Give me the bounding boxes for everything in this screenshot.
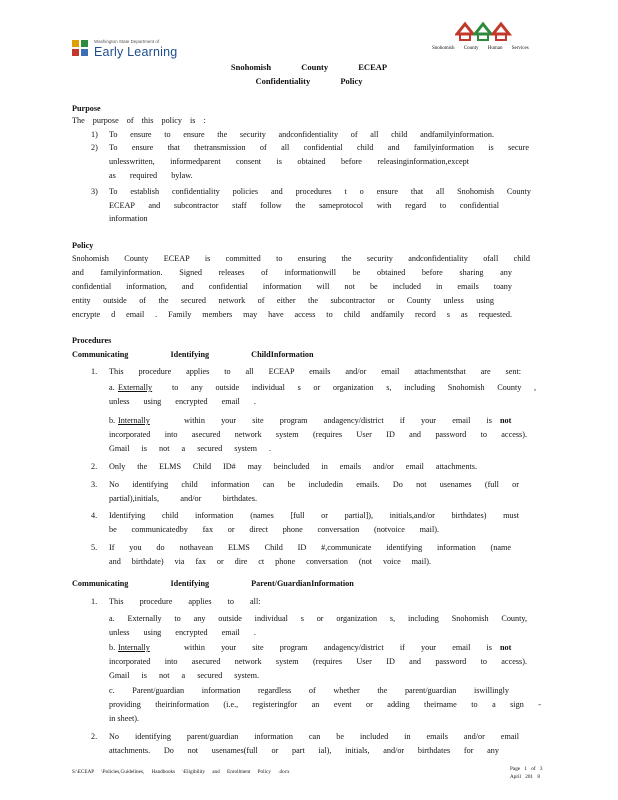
- purpose-item-3-num: 3): [91, 187, 98, 196]
- footer-file-path: S:\ECEAP \Policies,Guidelines, Handbooks \Eligibility and Enrollment Policy .docx: [72, 769, 290, 775]
- purpose-heading: Purpose: [72, 104, 101, 113]
- parent-proc-item-1-num: 1.: [91, 597, 98, 606]
- parent-proc-a-line-2: unless using encrypted email .: [109, 628, 256, 637]
- parent-proc-b-internally: Internally: [118, 643, 150, 652]
- parent-proc-b-line-1: within your site program andagency/district if your email is: [184, 643, 492, 652]
- purpose-item-3-line-2: ECEAP and subcontractor staff follow the sameprotocol with regard to confidential: [109, 201, 499, 210]
- child-info-subheading: Communicating Identifying ChildInformation: [72, 350, 314, 359]
- footer-date: April 201 8: [510, 774, 540, 780]
- child-proc-item-4-line-2: be communicatedby fax or direct phone conversation (notvoice mail).: [109, 525, 439, 534]
- parent-proc-b-line-3: Gmail is not a secured system.: [109, 671, 260, 680]
- child-proc-a-externally: Externally: [118, 383, 153, 392]
- human-services-label: Snohomish County Human Services: [432, 46, 529, 51]
- child-proc-item-1-num: 1.: [91, 367, 98, 376]
- parent-proc-c-line-3: in sheet).: [109, 714, 140, 723]
- child-proc-item-2-num: 2.: [91, 462, 98, 471]
- child-proc-item-5-num: 5.: [91, 543, 98, 552]
- parent-proc-b-label: b.: [109, 643, 116, 652]
- child-proc-b-label: b.: [109, 416, 116, 425]
- child-proc-a-label: a.: [109, 383, 115, 392]
- early-learning-logo: [72, 38, 212, 64]
- parent-proc-item-2-num: 2.: [91, 732, 98, 741]
- purpose-item-2-line-2: unlesswritten, informedparent consent is obtained before releasinginformation,except: [109, 157, 469, 166]
- child-proc-item-3-num: 3.: [91, 480, 98, 489]
- child-proc-item-1-line-1: This procedure applies to all ECEAP emails and/or email attachmentsthat are sent:: [109, 367, 521, 376]
- child-proc-item-2-line-1: Only the ELMS Child ID# may beincluded in emails and/or email attachments.: [109, 462, 477, 471]
- logo-squares-icon: [72, 40, 90, 58]
- policy-line-3: confidential information, and confidential information will not be included in emails toany: [72, 282, 512, 291]
- purpose-item-1-line-1: To ensure to ensure the security andconfidentiality of all child andfamilyinformation.: [109, 130, 494, 139]
- doc-title-line1: Snohomish County ECEAP: [230, 62, 388, 72]
- procedures-heading: Procedures: [72, 336, 112, 345]
- purpose-item-1-num: 1): [91, 130, 98, 139]
- child-proc-b-not: not: [500, 416, 512, 425]
- child-proc-item-3-line-1: No identifying child information can be includedin emails. Do not usenames (full or: [109, 480, 519, 489]
- child-proc-b-internally: Internally: [118, 416, 150, 425]
- child-proc-a-line-1: to any outside individual s or organization s, including Snohomish County ,: [172, 383, 536, 392]
- footer-page-number: Page 1 of 3: [510, 766, 543, 772]
- parent-proc-b-not: not: [500, 643, 512, 652]
- human-services-logo-icon: [455, 20, 525, 44]
- child-proc-b-line-3: Gmail is not a secured system .: [109, 444, 272, 453]
- parent-proc-item-1-line-1: This procedure applies to all:: [109, 597, 261, 606]
- purpose-item-2-num: 2): [91, 143, 98, 152]
- parent-info-subheading: Communicating Identifying Parent/GuardianInformation: [72, 579, 354, 588]
- policy-line-5: encrypte d email . Family members may have access to child andfamily record s as requested.: [72, 310, 512, 319]
- organization-name: Early Learning: [94, 45, 178, 59]
- child-proc-item-5-line-2: and birthdate) via fax or dire ct phone conversation (not voice mail).: [109, 557, 431, 566]
- parent-proc-a-line-1: a. Externally to any outside individual s or organization s, including Snohomish County,: [109, 614, 527, 623]
- purpose-item-3-line-3: information: [109, 214, 148, 223]
- purpose-item-2-line-1: To ensure that thetransmission of all confidential child and familyinformation is secure: [109, 143, 529, 152]
- child-proc-item-4-num: 4.: [91, 511, 98, 520]
- child-proc-item-5-line-1: If you do nothavean ELMS Child ID #,communicate identifying information (name: [109, 543, 511, 552]
- child-proc-b-line-1: within your site program andagency/district if your email is: [184, 416, 492, 425]
- policy-heading: Policy: [72, 241, 94, 250]
- policy-line-2: and familyinformation. Signed releases of informationwill be obtained before sharing any: [72, 268, 512, 277]
- policy-line-1: Snohomish County ECEAP is committed to ensuring the security andconfidentiality ofall child: [72, 254, 530, 263]
- purpose-item-2-line-3: as required bylaw.: [109, 171, 193, 180]
- purpose-intro: The purpose of this policy is :: [72, 116, 206, 125]
- child-proc-item-3-line-2: partial),initials, and/or birthdates.: [109, 494, 257, 503]
- child-proc-a-line-2: unless using encrypted email .: [109, 397, 256, 406]
- doc-title-line2: Confidentiality Policy: [255, 76, 363, 86]
- policy-line-4: entity outside of the secured network of either the subcontractor or County unless using: [72, 296, 494, 305]
- parent-proc-b-line-2: incorporated into asecured network system (requires User ID and password to access).: [109, 657, 527, 666]
- parent-proc-c-line-1: c. Parent/guardian information regardless of whether the parent/guardian iswillingly: [109, 686, 509, 695]
- purpose-item-3-line-1: To establish confidentiality policies and procedures t o ensure that all Snohomish County: [109, 187, 531, 196]
- parent-proc-c-line-2: providing theirinformation (i.e., registeringfor an event or adding theirname to a sign -: [109, 700, 541, 709]
- parent-proc-item-2-line-2: attachments. Do not usenames(full or part ial), initials, and/or birthdates for any: [109, 746, 499, 755]
- parent-proc-item-2-line-1: No identifying parent/guardian information can be included in emails and/or email: [109, 732, 519, 741]
- department-name: Washington State Department of: [94, 39, 160, 44]
- child-proc-item-4-line-1: Identifying child information (names [full or partial]), initials,and/or birthdates) must: [109, 511, 519, 520]
- child-proc-b-line-2: incorporated into asecured network system (requires User ID and password to access).: [109, 430, 527, 439]
